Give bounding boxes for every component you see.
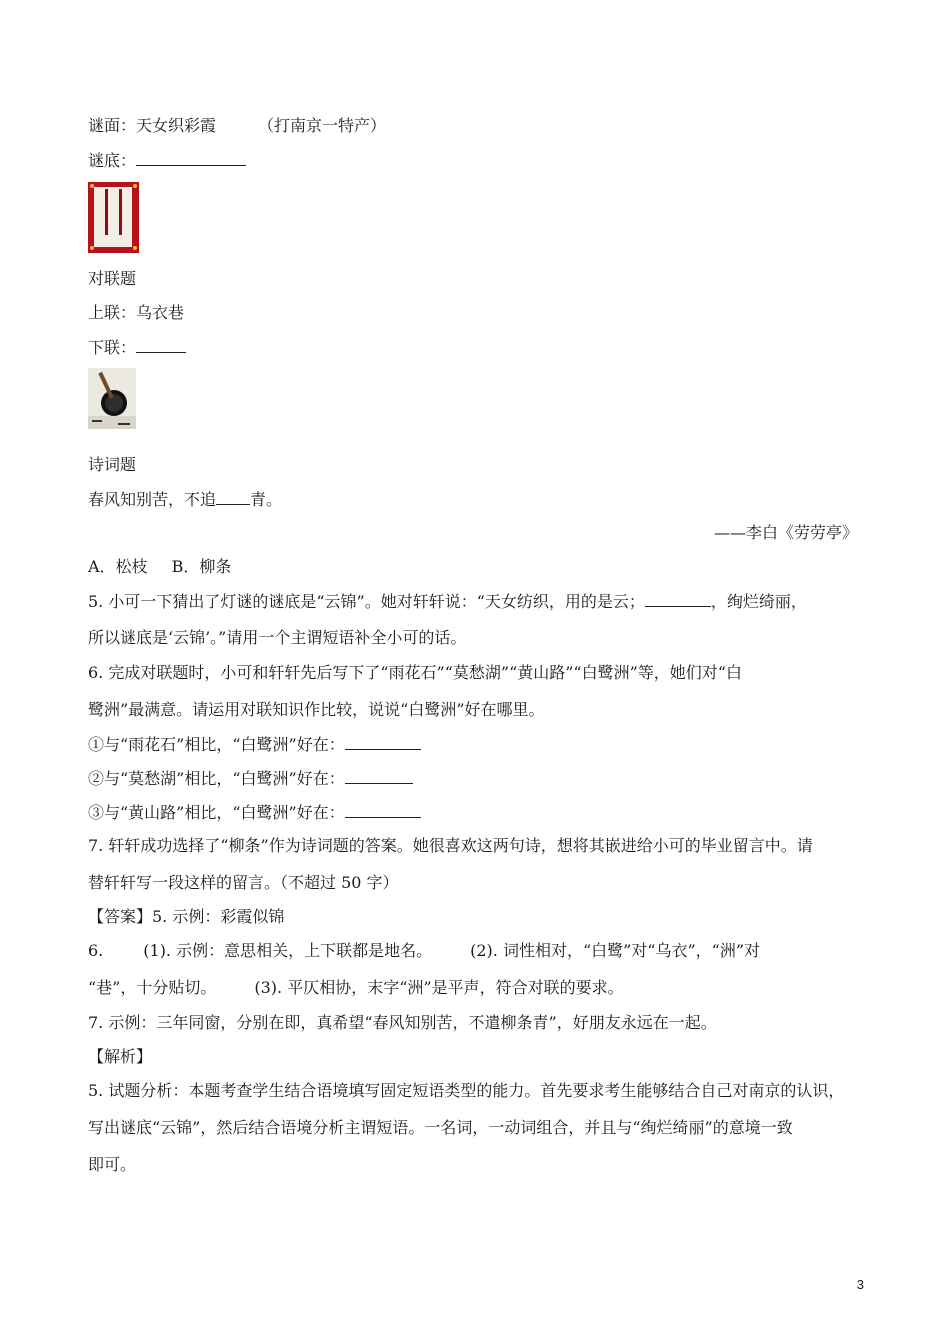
poem-image bbox=[88, 368, 136, 429]
analysis-line1: 5. 试题分析：本题考查学生结合语境填写固定短语类型的能力。首先要求考生能够结合自己对南京的认识， bbox=[88, 1081, 845, 1100]
poem-image-stroke bbox=[92, 420, 102, 422]
poem-line bbox=[88, 488, 282, 511]
couplet-lower-blank[interactable] bbox=[136, 336, 186, 353]
couplet-strip-right bbox=[119, 189, 122, 235]
option-a[interactable]: A．松枝 bbox=[88, 557, 148, 576]
q7-line1: 7. 轩轩成功选择了“柳条”作为诗词题的答案。她很喜欢这两句诗，想将其嵌进给小可的毕业留言中。请 bbox=[88, 836, 813, 855]
analysis-line2: 写出谜底“云锦”，然后结合语境分析主谓短语。一名词，一动词组合，并且与“绚烂绮丽”的意境一致 bbox=[88, 1118, 793, 1137]
q5-text-before: 5. 小可一下猜出了灯谜的谜底是“云锦”。她对轩轩说：“天女纺织，用的是云； bbox=[88, 592, 645, 611]
couplet-paper bbox=[94, 187, 132, 247]
answer-line2-b: (2). 词性相对，“白鹭”对“乌衣”，“洲”对 bbox=[470, 941, 761, 960]
answer-line2-num: 6. bbox=[88, 941, 104, 960]
poem-section-title: 诗词题 bbox=[88, 455, 137, 474]
poem-line-after: 青。 bbox=[250, 490, 283, 509]
q6-item2-text: ②与“莫愁湖”相比，“白鹭洲”好在： bbox=[88, 769, 345, 788]
option-b[interactable]: B．柳条 bbox=[171, 557, 232, 576]
answer-line2 bbox=[88, 940, 760, 962]
riddle-face-label: 谜面： bbox=[88, 116, 137, 135]
poem-options bbox=[88, 556, 231, 578]
q6-item3-blank[interactable] bbox=[345, 801, 421, 818]
couplet-image bbox=[88, 182, 139, 253]
couplet-ornament bbox=[133, 184, 137, 188]
q6-item2-blank[interactable] bbox=[345, 767, 413, 784]
poem-image-stroke bbox=[118, 423, 130, 425]
couplet-ornament bbox=[133, 246, 137, 250]
q6-line1: 6. 完成对联题时，小可和轩轩先后写下了“雨花石”“莫愁湖”“黄山路”“白鹭洲”等，她们对“白 bbox=[88, 663, 742, 682]
q7-line2: 替轩轩写一段这样的留言。（不超过 50 字） bbox=[88, 873, 399, 892]
q6-item3 bbox=[88, 801, 421, 824]
answer-line3-b: (3). 平仄相协，末字“洲”是平声，符合对联的要求。 bbox=[254, 978, 624, 997]
poem-line-before: 春风知别苦，不追 bbox=[88, 490, 217, 509]
couplet-upper-label: 上联： bbox=[88, 303, 137, 322]
q6-line2: 鹭洲”最满意。请运用对联知识作比较，说说“白鹭洲”好在哪里。 bbox=[88, 700, 545, 719]
poem-blank[interactable] bbox=[216, 488, 250, 505]
q6-item1-blank[interactable] bbox=[345, 733, 421, 750]
answer-line3 bbox=[88, 977, 624, 999]
q5-text-after: ，绚烂绮丽， bbox=[710, 592, 807, 611]
poem-attribution: ——李白《劳劳亭》 bbox=[713, 523, 858, 542]
analysis-title: 【解析】 bbox=[88, 1047, 153, 1066]
answer-line4: 7. 示例：三年同窗，分别在即，真希望“春风知别苦，不遣柳条青”，好朋友永远在一起。 bbox=[88, 1013, 717, 1032]
analysis-line3: 即可。 bbox=[88, 1155, 137, 1174]
couplet-ornament bbox=[90, 184, 94, 188]
riddle-face-hint: （打南京一特产） bbox=[258, 116, 387, 135]
q6-item1 bbox=[88, 733, 421, 756]
answer-line1: 【答案】5. 示例：彩霞似锦 bbox=[88, 907, 285, 926]
q6-item1-text: ①与“雨花石”相比，“白鹭洲”好在： bbox=[88, 735, 345, 754]
q5-blank[interactable] bbox=[645, 590, 711, 607]
couplet-ornament bbox=[90, 246, 94, 250]
answer-line3-a: “巷”，十分贴切。 bbox=[88, 978, 217, 997]
q6-item3-text: ③与“黄山路”相比，“白鹭洲”好在： bbox=[88, 803, 345, 822]
answer-line2-a: (1). 示例：意思相关，上下联都是地名。 bbox=[143, 941, 433, 960]
q6-item2 bbox=[88, 767, 413, 790]
couplet-upper-text: 乌衣巷 bbox=[136, 303, 185, 322]
page-number: 3 bbox=[856, 1277, 864, 1292]
riddle-answer bbox=[88, 149, 246, 172]
couplet-lower-label: 下联： bbox=[88, 338, 137, 357]
couplet-lower bbox=[88, 336, 186, 359]
riddle-face-text: 天女织彩霞 bbox=[136, 116, 217, 135]
q5-line1 bbox=[88, 590, 807, 613]
riddle-answer-label: 谜底： bbox=[88, 151, 137, 170]
couplet-strip-left bbox=[105, 189, 108, 235]
couplet-section-title: 对联题 bbox=[88, 269, 137, 288]
couplet-upper bbox=[88, 302, 184, 324]
riddle-answer-blank[interactable] bbox=[136, 149, 246, 166]
q5-line2: 所以谜底是‘云锦’。”请用一个主谓短语补全小可的话。 bbox=[88, 628, 467, 647]
riddle-face bbox=[88, 115, 386, 137]
